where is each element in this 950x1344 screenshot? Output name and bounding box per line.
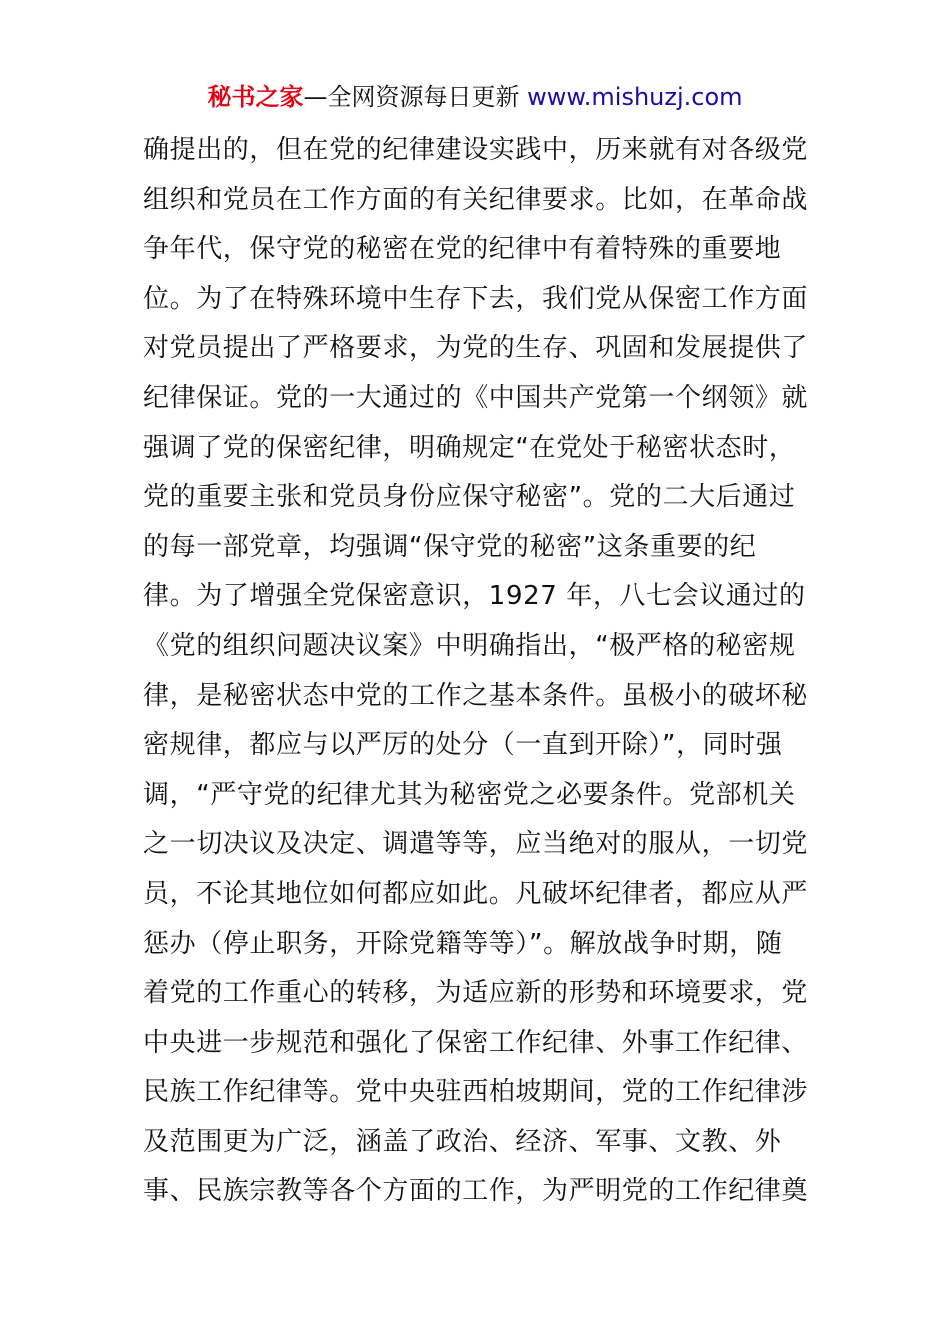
text-line: 事、民族宗教等各个方面的工作，为严明党的工作纪律奠 — [143, 1176, 809, 1207]
site-brand: 秘书之家 — [207, 83, 304, 111]
site-url-link[interactable]: www.mishuzj.com — [527, 83, 743, 111]
text-line: 对党员提出了严格要求，为党的生存、巩固和发展提供了 — [143, 333, 809, 364]
text-line: 及范围更为广泛，涵盖了政治、经济、军事、文教、外 — [143, 1126, 782, 1157]
text-line: 民族工作纪律等。党中央驻西柏坡期间，党的工作纪律涉 — [143, 1077, 809, 1108]
text-line: 《党的组织问题决议案》中明确指出，“极严格的秘密规 — [143, 630, 796, 661]
text-line: 争年代，保守党的秘密在党的纪律中有着特殊的重要地 — [143, 234, 782, 265]
text-line: 的每一部党章，均强调“保守党的秘密”这条重要的纪 — [143, 531, 757, 562]
text-line: 之一切决议及决定、调遣等等，应当绝对的服从，一切党 — [143, 829, 809, 860]
text-line: 强调了党的保密纪律，明确规定“在党处于秘密状态时， — [143, 432, 796, 463]
text-line: 律，是秘密状态中党的工作之基本条件。虽极小的破坏秘 — [143, 680, 809, 711]
document-body — [143, 126, 823, 1217]
text-line: 中央进一步规范和强化了保密工作纪律、外事工作纪律、 — [143, 1027, 809, 1058]
text-line: 调，“严守党的纪律尤其为秘密党之必要条件。党部机关 — [143, 779, 796, 810]
text-line: 着党的工作重心的转移，为适应新的形势和环境要求，党 — [143, 978, 809, 1009]
text-line: 确提出的，但在党的纪律建设实践中，历来就有对各级党 — [143, 135, 809, 165]
text-line: 位。为了在特殊环境中生存下去，我们党从保密工作方面 — [143, 283, 809, 314]
site-tagline: —全网资源每日更新 — [303, 83, 520, 111]
text-line: 组织和党员在工作方面的有关纪律要求。比如，在革命战 — [143, 184, 809, 215]
text-line: 惩办（停止职务，开除党籍等等）”。解放战争时期，随 — [143, 928, 783, 959]
text-line: 员，不论其地位如何都应如此。凡破坏纪律者，都应从严 — [143, 878, 809, 909]
site-header — [0, 80, 950, 114]
text-line: 密规律，都应与以严厉的处分（一直到开除）”，同时强 — [143, 730, 783, 761]
text-line: 党的重要主张和党员身份应保守秘密”。党的二大后通过 — [143, 482, 796, 513]
text-line: 纪律保证。党的一大通过的《中国共产党第一个纲领》就 — [143, 382, 809, 413]
text-line: 律。为了增强全党保密意识，1927 年，八七会议通过的 — [143, 581, 806, 612]
